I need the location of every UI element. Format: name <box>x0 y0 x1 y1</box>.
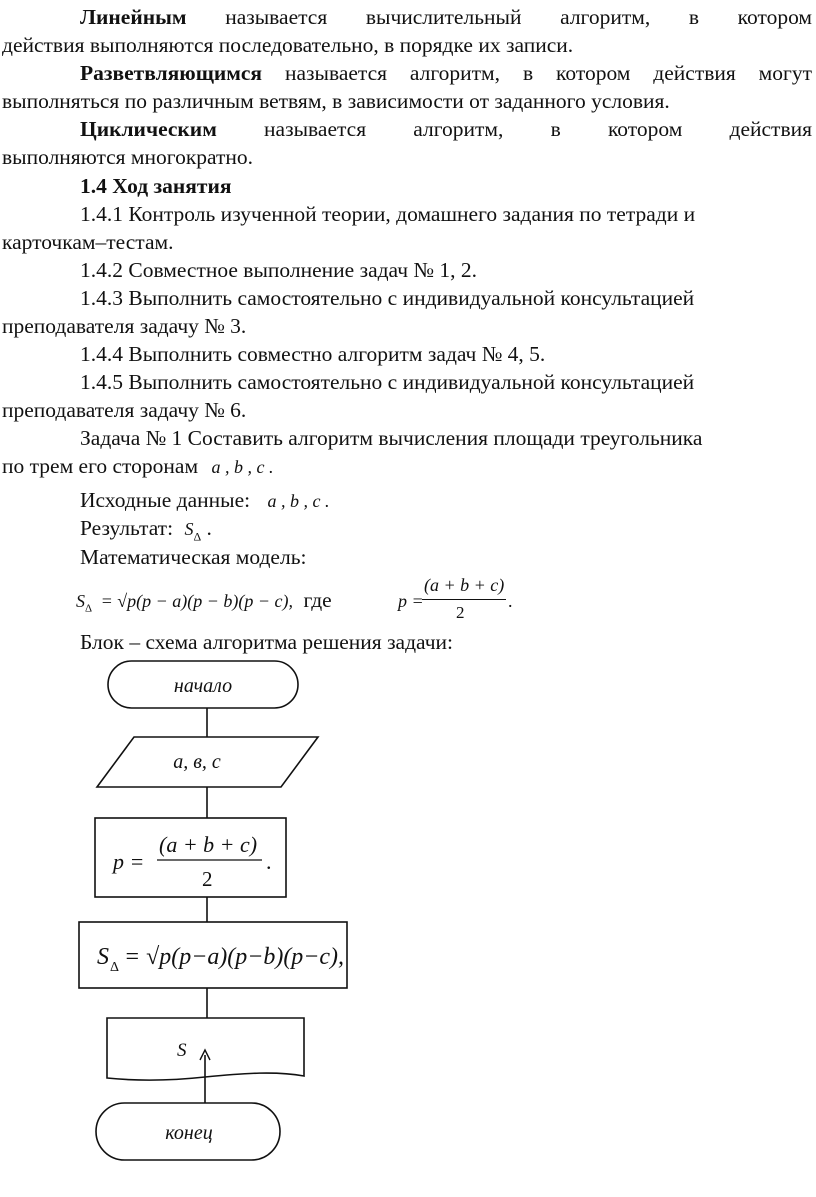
definition-branching-line2: выполняться по различным ветвям, в зависимости от заданного условия. <box>2 89 670 113</box>
calc-p-den: 2 <box>202 867 213 891</box>
task-line2-vars: a , b , c . <box>211 457 274 477</box>
result-var: S <box>184 519 194 539</box>
definition-linear-line2: действия выполняются последовательно, в порядке их записи. <box>2 33 574 57</box>
task-line1: Задача № 1 Составить алгоритм вычисления площади треугольника <box>80 426 703 450</box>
step-3-line2: преподавателя задачу № 3. <box>2 314 247 338</box>
step-4-line1: 1.4.4 Выполнить совместно алгоритм задач № 4, 5. <box>80 342 546 366</box>
end-label: конец <box>165 1122 213 1144</box>
definition-cyclic-text: называется алгоритм, в котором действия <box>264 117 812 141</box>
result-dot: . <box>206 516 212 540</box>
section-heading-text: 1.4 Ход занятия <box>80 174 232 198</box>
step-1-line2: карточкам–тестам. <box>2 230 174 254</box>
start-label: начало <box>173 675 233 697</box>
input-data-label: Исходные данные: <box>80 488 251 512</box>
model-label: Математическая модель: <box>80 545 307 569</box>
calc-s-lhs: S <box>97 944 109 970</box>
definition-linear-term: Линейным <box>80 5 187 29</box>
result-label: Результат: <box>80 516 174 540</box>
input-data-vars: a , b , c . <box>267 491 330 511</box>
result-sub: Δ <box>193 529 202 544</box>
definition-linear-text: называется вычислительный алгоритм, в котором <box>225 5 813 29</box>
formula-s-sub: Δ <box>85 602 93 615</box>
formula-p-dot: . <box>508 591 513 611</box>
input-label: a, в, c <box>173 751 221 773</box>
task-line2-text: по трем его сторонам <box>2 454 199 478</box>
definition-cyclic-line2: выполняются многократно. <box>2 145 254 169</box>
step-5-line1: 1.4.5 Выполнить самостоятельно с индивидуальной консультацией <box>80 370 695 394</box>
calc-p-dot: . <box>266 849 272 874</box>
output-label: S <box>177 1040 187 1061</box>
formula-p-lhs: p = <box>398 591 424 611</box>
formula-where: где <box>303 588 332 612</box>
calc-p-lhs: p = <box>113 849 145 874</box>
step-1-line1: 1.4.1 Контроль изученной теории, домашнего задания по тетради и <box>80 202 696 226</box>
formula-p-num: (a + b + c) <box>424 575 505 595</box>
step-3-line1: 1.4.3 Выполнить самостоятельно с индивидуальной консультацией <box>80 286 695 310</box>
calc-s-rhs: = √p(p−a)(p−b)(p−c), <box>124 944 344 970</box>
formula-s-rhs: = √p(p − a)(p − b)(p − c), <box>100 591 293 611</box>
definition-branching-text: называется алгоритм, в котором действия могут <box>284 61 813 85</box>
formula-s-lhs: S <box>76 591 85 611</box>
step-5-line2: преподавателя задачу № 6. <box>2 398 247 422</box>
definition-cyclic-term: Циклическим <box>80 117 217 141</box>
flowchart-label: Блок – схема алгоритма решения задачи: <box>80 630 454 654</box>
calc-p-num: (a + b + c) <box>159 832 258 857</box>
definition-branching-term: Разветвляющимся <box>80 61 263 85</box>
step-2-line1: 1.4.2 Совместное выполнение задач № 1, 2. <box>80 258 477 282</box>
formula-p-den: 2 <box>456 603 465 622</box>
calc-s-sub: Δ <box>110 960 120 975</box>
